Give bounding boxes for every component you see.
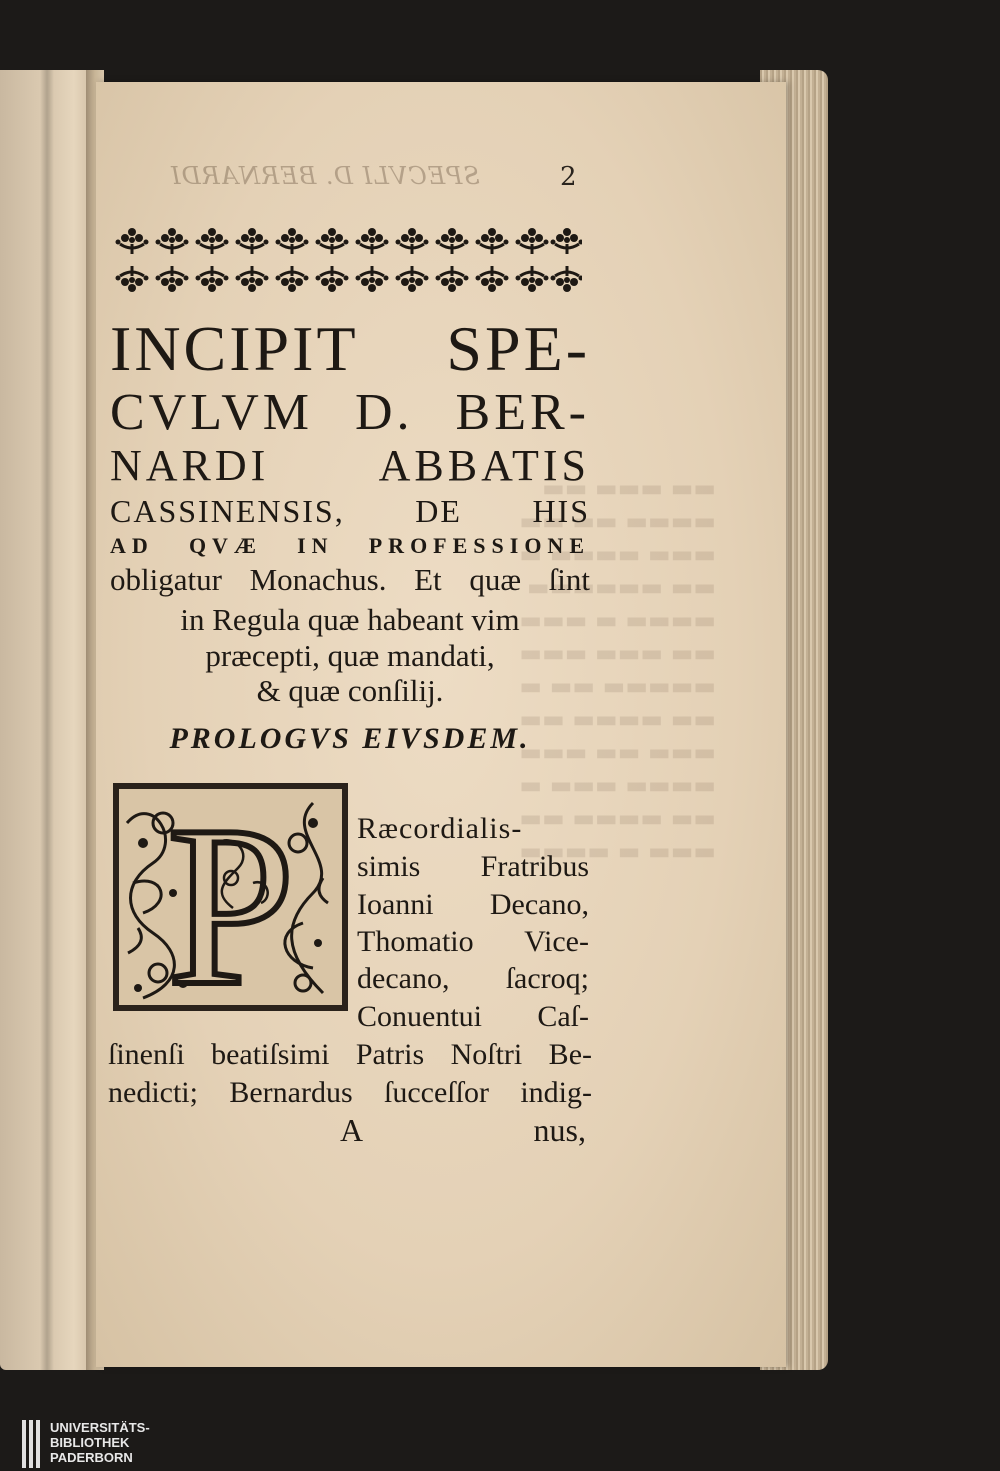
show-through-text: ▬▬ ▬▬▬ ▬▬ ▬▬▬▬ ▬▬ ▬▬ ▬▬▬ ▬▬▬▬ ▬ ▬▬ ▬▬▬▬▬▬ ▬▬▬▬ ▬ ▬▬▬ ▬▬ ▬▬▬ ▬▬▬ ▬▬▬▬▬ ▬▬ ▬ ▬▬ ▬▬▬▬ ▬▬ ▬▬▬ ▬▬ ▬▬▬ ▬▬▬▬ ▬▬▬ ▬ ▬▬ ▬▬▬▬ ▬▬ ▬▬▬ ▬ ▬▬▬▬: [519, 474, 716, 865]
catchword: nus,: [533, 1112, 586, 1148]
running-head-show-through: SPECVLI D. BERNARDI: [170, 162, 480, 190]
logo-line-1: UNIVERSITÄTS-: [50, 1420, 150, 1435]
title-line-8: præcepti, quæ mandati,: [205, 638, 495, 673]
body-line-4: Thomatio Vice-: [357, 925, 589, 958]
title-line-3: NARDI ABBATIS: [110, 441, 590, 490]
logo-line-2: BIBLIOTHEK: [50, 1435, 130, 1450]
library-logo: [22, 1420, 182, 1468]
title-line-4: CASSINENSIS, DE HIS: [110, 493, 590, 529]
body-line-1: Ræcordialis-: [357, 812, 523, 845]
ornamental-band: [112, 218, 582, 308]
library-logo-text: [50, 1420, 150, 1465]
logo-line-3: PADERBORN: [50, 1450, 133, 1465]
prologue-heading: PROLOGVS EIVSDEM.: [169, 722, 531, 755]
body-line-8: nedicti; Bernardus ſucceſſor indig-: [108, 1076, 592, 1109]
title-line-2: CVLVM D. BER-: [110, 384, 590, 441]
page-foot: [108, 1112, 592, 1152]
title-line-5: AD QVÆ IN PROFESSIONE: [110, 533, 590, 558]
title-line-9: & quæ conſilij.: [256, 673, 444, 708]
body-line-3: Ioanni Decano,: [357, 888, 589, 921]
body-line-7: ſinenſi beatiſsimi Patris Noſtri Be-: [108, 1038, 592, 1071]
library-logo-icon: [22, 1420, 42, 1468]
body-line-2: simis Fratribus: [357, 850, 589, 883]
title-line-1: INCIPIT SPE-: [110, 313, 590, 384]
title-line-7: in Regula quæ habeant vim: [180, 602, 520, 637]
body-line-5: decano, ſacroq;: [357, 962, 589, 995]
body-line-6: Conuentui Caſ-: [357, 1000, 589, 1033]
signature-mark: A: [340, 1112, 364, 1148]
decorated-initial: [113, 783, 348, 1011]
initial-letter: P: [167, 783, 295, 1011]
title-line-6: obligatur Monachus. Et quæ ſint: [110, 562, 590, 597]
page-number: 2: [560, 162, 577, 192]
left-page-shadow: [40, 70, 54, 1370]
